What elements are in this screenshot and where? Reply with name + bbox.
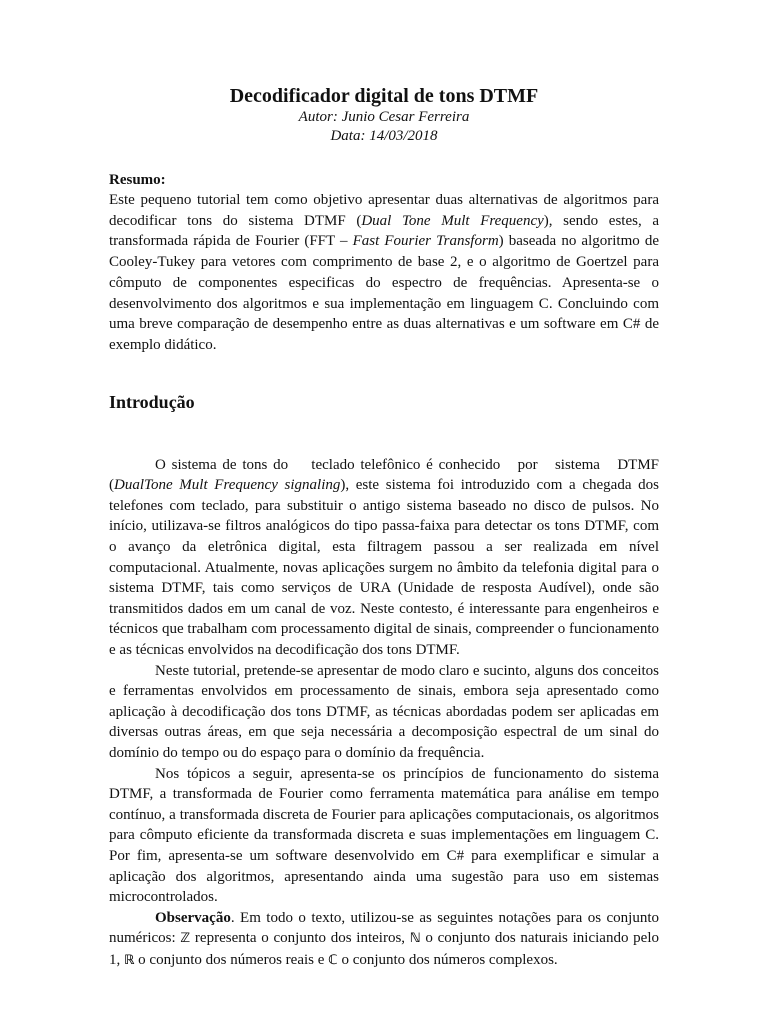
intro-paragraph-3: Nos tópicos a seguir, apresenta-se os princípios de funcionamento do sistema DTMF, a transformada de Fourier como ferramenta matemática para análise em tempo contínuo, a transformada discreta de Fourier para aplicações computacionais, os algoritmos para cômputo eficiente da transformada discreta e suas implementações em linguagem C. Por fim, apresenta-se um software desenvolvido em C# para exemplificar e simular a aplicação dos algoritmos, apresentando ainda uma sugestão para uso em sistemas microcontrolados. — [109, 765, 659, 906]
intro-p1-italic: DualTone Mult Frequency signaling — [114, 477, 341, 494]
abstract-text-2: ), sendo estes, a transformada rápida de Fourier (FFT – — [109, 212, 660, 250]
reals-symbol: ℝ — [124, 952, 135, 968]
document-page — [109, 84, 663, 971]
intro-paragraph-1 — [109, 455, 663, 661]
abstract-text-1: Este pequeno tutorial tem como objetivo apresentar duas alternativas de algoritmos para decodificar tons do sistema DTMF ( — [109, 192, 659, 229]
intro-paragraph-2: Neste tutorial, pretende-se apresentar de modo claro e sucinto, alguns dos conceitos e ferramentas envolvidos em processamento de sinais, embora seja apresentado como aplicação à decodificação dos tons DTMF, as técnicas abordadas podem ser aplicadas em diversas outras áreas, em que seja necessária a decomposição espectral de um sinal do domínio do tempo ou do espaço para o domínio da frequência. — [109, 662, 659, 761]
obs-text-c: o conjunto dos naturais iniciando pelo 1, — [109, 930, 659, 968]
observation-paragraph — [109, 908, 659, 972]
obs-text-d: o conjunto dos números reais e — [134, 951, 329, 968]
naturals-symbol: ℕ — [409, 931, 421, 947]
complex-symbol: ℂ — [328, 952, 338, 968]
abstract-text-3: ) baseada no algoritmo de Cooley-Tukey para vetores com comprimento de base 2, e o algoritmo de Goertzel para cômputo de componentes especificas do espectro de frequências. Apresenta-se o desenvolvimento dos algoritmos e sua implementação em linguagem C. Concluindo com uma breve comparação de desempenho entre as duas alternativas e um software em C# de exemplo didático. — [109, 233, 659, 353]
obs-text-e: o conjunto dos números complexos. — [337, 951, 558, 968]
abstract-italic-1: Dual Tone Mult Frequency — [361, 212, 544, 229]
obs-text-b: representa o conjunto dos inteiros, — [190, 930, 410, 947]
abstract-italic-2: Fast Fourier Transform — [352, 233, 499, 250]
document-title: Decodificador digital de tons DTMF — [229, 85, 539, 107]
intro-p1-text-b: ), este sistema foi introduzido com a chegada dos telefones com teclado, para substituir o antigo sistema baseado no disco de pulsos. No início, utilizava-se filtros analógicos do tipo passa-faixa para detectar os tons DTMF, com o avanço da eletrônica digital, esta filtragem passou a ser realizada em nível computacional. Atualmente, novas aplicações surgem no âmbito da telefonia digital para o sistema DTMF, tais como serviços de URA (Unidade de resposta Audível), onde são transmitidos dados em um canal de voz. Neste contesto, é interessante para engenheiros e técnicos que trabalham com processamento digital de sinais, compreender o funcionamento e as técnicas envolvidos na decodificação dos tons DTMF. — [109, 477, 659, 658]
obs-text-a: . Em todo o texto, utilizou-se as seguintes notações para os conjunto numéricos: — [109, 909, 659, 947]
abstract-text — [109, 190, 659, 356]
introduction-heading: Introdução — [109, 391, 195, 412]
observation-label: Observação — [155, 909, 231, 926]
integers-symbol: ℤ — [180, 931, 191, 947]
author-line: Autor: Junio Cesar Ferreira — [298, 109, 470, 125]
date-line: Data: 14/03/2018 — [330, 128, 438, 144]
abstract-label: Resumo: — [109, 172, 166, 188]
intro-p1-text-a: O sistema de tons do teclado telefônico é conhecido por sistema DTMF ( — [109, 456, 663, 494]
